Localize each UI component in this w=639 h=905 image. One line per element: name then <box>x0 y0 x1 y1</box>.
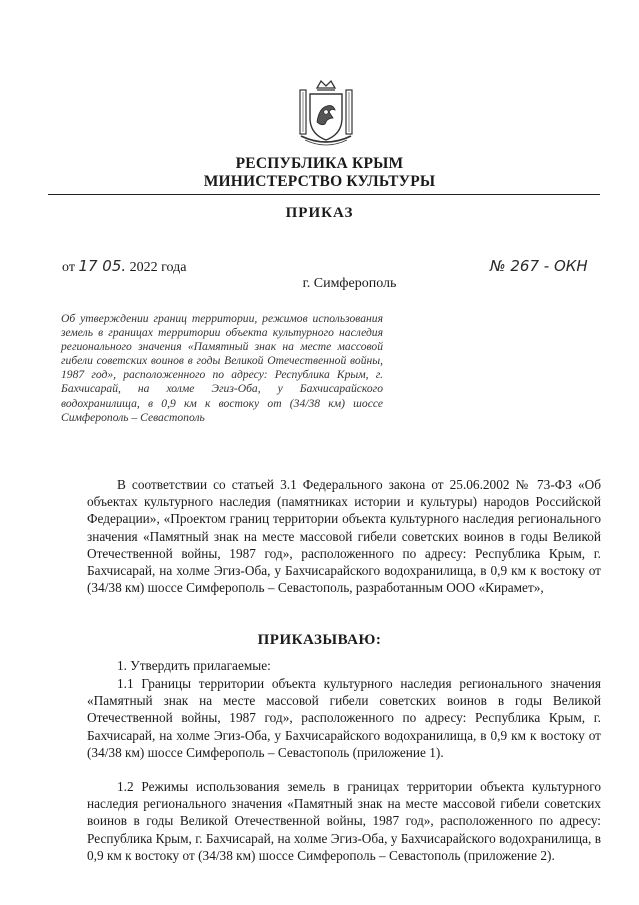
republic-name: РЕСПУБЛИКА КРЫМ <box>235 155 404 172</box>
date-handwritten: 17 05. <box>78 257 127 275</box>
header-divider <box>48 194 600 195</box>
item-1: 1. Утвердить прилагаемые: <box>117 658 271 673</box>
date-suffix: 2022 года <box>129 260 187 275</box>
coat-of-arms-icon <box>297 78 355 148</box>
decree-heading: ПРИКАЗЫВАЮ: <box>257 632 382 648</box>
order-number: № 267 - ОКН <box>490 257 588 275</box>
date-prefix: от <box>62 260 75 275</box>
item-1-1: 1.1 Границы территории объекта культурного наследия регионального значения «Памятный знак на месте массовой гибели советских воинов в годы Великой Отечественной войны, 1987 год», расположенного по адресу: Республика Крым, г. Бахчисарай, на холме Эгиз-Оба, у Бахчисарайского водохранилища, в 0,9 км к востоку от (34/38 км) шоссе Симферополь – Севастополь (приложение 1). <box>87 676 601 760</box>
order-subject: Об утверждении границ территории, режимов использования земель в границах территории объекта культурного наследия регионального значения «Памятный знак на месте массовой гибели советских воинов в годы Великой Отечественной войны, 1987 год», расположенного по адресу: Республика Крым, г. Бахчисарай, на холме Эгиз-Оба, у Бахчисарайского водохранилища, в 0,9 км к востоку от (34/38 км) шоссе Симферополь – Севастополь <box>61 312 383 424</box>
document-type: ПРИКАЗ <box>285 205 354 221</box>
preamble-paragraph: В соответствии со статьей 3.1 Федерального закона от 25.06.2002 № 73-ФЗ «Об объектах культурного наследия (памятниках истории и культуры) народов Российской Федерации», «Проектом границ территории объекта культурного наследия регионального значения «Памятный знак на месте массовой гибели советских воинов в годы Великой Отечественной войны, 1987 год», расположенного по адресу: Республика Крым, г. Бахчисарай, на холме Эгиз-Оба, у Бахчисарайского водохранилища, в 0,9 км к востоку от (34/38 км) шоссе Симферополь – Севастополь, разработанным ООО «Кирамет», <box>87 477 601 596</box>
city: г. Симферополь <box>302 276 397 291</box>
item-1-2: 1.2 Режимы использования земель в границах территории объекта культурного наследия регионального значения «Памятный знак на месте массовой гибели советских воинов в годы Великой Отечественной войны, 1987 год», расположенного по адресу: Республика Крым, г. Бахчисарай, на холме Эгиз-Оба, у Бахчисарайского водохранилища, в 0,9 км к востоку от (34/38 км) шоссе Симферополь – Севастополь (приложение 2). <box>87 779 601 863</box>
order-date <box>62 257 186 276</box>
ministry-name: МИНИСТЕРСТВО КУЛЬТУРЫ <box>203 173 436 190</box>
